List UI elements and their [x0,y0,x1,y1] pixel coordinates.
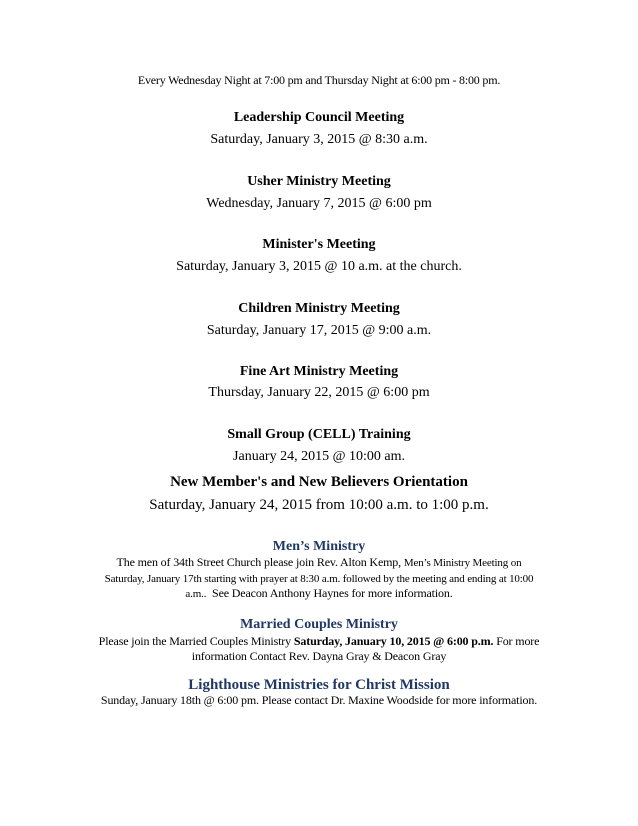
intro-schedule: Every Wednesday Night at 7:00 pm and Thursday Night at 6:00 pm - 8:00 pm. [137,73,501,87]
event-title-fine-art: Fine Art Ministry Meeting [239,364,399,379]
married-couples-line-1c: For more [496,634,540,648]
mens-ministry-line-2 [0,571,638,586]
married-couples-title: Married Couples Ministry [240,617,398,632]
event-date-small-group: January 24, 2015 @ 10:00 am. [233,449,405,464]
lighthouse-line-1: Sunday, January 18th @ 6:00 pm. Please contact Dr. Maxine Woodside for more information. [100,693,538,707]
married-couples-line-2: information Contact Rev. Dayna Gray & Deacon Gray [191,649,447,663]
mens-ministry-line-1 [0,555,638,570]
mens-ministry-line-1b: Men’s Ministry Meeting on [403,557,522,569]
mens-ministry-line-3a: a.m.. [185,588,207,600]
event-title-leadership: Leadership Council Meeting [233,110,405,125]
event-date-leadership: Saturday, January 3, 2015 @ 8:30 a.m. [210,132,428,147]
event-title-children: Children Ministry Meeting [238,301,400,316]
mens-ministry-line-3b: See Deacon Anthony Haynes for more information. [212,586,453,600]
mens-ministry-title: Men’s Ministry [272,539,366,554]
married-couples-line-1a: Please join the Married Couples Ministry [98,634,291,648]
event-date-usher: Wednesday, January 7, 2015 @ 6:00 pm [206,196,432,211]
event-date-children: Saturday, January 17, 2015 @ 9:00 a.m. [206,323,432,338]
mens-ministry-line-1a: The men of 34th Street Church please join Rev. Alton Kemp, [116,555,402,569]
event-title-ministers: Minister's Meeting [262,237,376,252]
married-couples-date: Saturday, January 10, 2015 @ 6:00 p.m. [293,634,494,648]
event-title-usher: Usher Ministry Meeting [247,174,391,189]
event-title-new-members: New Member's and New Believers Orientation [170,474,468,490]
mens-ministry-line-2-text: Saturday, January 17th starting with prayer at 8:30 a.m. followed by the meeting and ending at 10:00 [104,573,534,585]
event-date-new-members: Saturday, January 24, 2015 from 10:00 a.m. to 1:00 p.m. [149,497,489,513]
married-couples-line-1 [0,634,638,649]
event-date-fine-art: Thursday, January 22, 2015 @ 6:00 pm [208,385,430,400]
event-title-small-group: Small Group (CELL) Training [227,427,411,442]
lighthouse-title: Lighthouse Ministries for Christ Mission [188,677,450,693]
event-date-ministers: Saturday, January 3, 2015 @ 10 a.m. at the church. [176,259,462,274]
mens-ministry-line-3 [0,586,638,601]
